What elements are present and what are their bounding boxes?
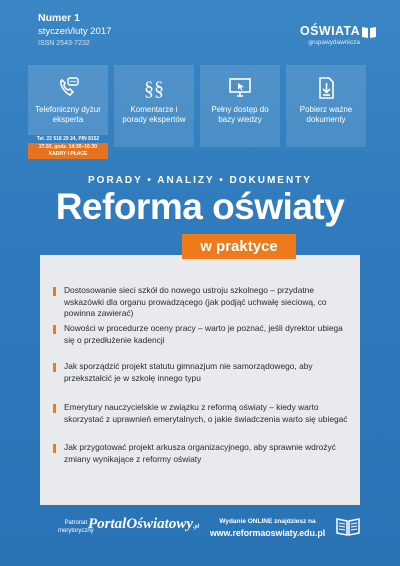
- tile-label: Komentarze i porady ekspertów: [122, 105, 186, 124]
- tile-knowledge-base[interactable]: [200, 65, 280, 147]
- tagline: PORADY • ANALIZY • DOKUMENTY: [88, 175, 312, 186]
- online-text: Wydanie ONLINE znajdziesz na: [219, 518, 316, 525]
- tile-documents[interactable]: [286, 65, 366, 147]
- patron-line-1: Patronat: [64, 520, 88, 526]
- svg-text:§§: §§: [144, 78, 164, 100]
- phone-chat-icon: [55, 75, 81, 101]
- list-item: [64, 361, 350, 384]
- publisher-logo: [300, 24, 360, 46]
- portal-logo: [88, 516, 199, 533]
- list-item: [64, 402, 350, 425]
- issn: ISSN 2543-7232: [38, 40, 90, 47]
- item-text: Nowości w procedurze oceny pracy – warto je poznać, jeśli dyrektor ubiega się o przedłużenie kadencji: [64, 323, 343, 345]
- tile-label: Telefoniczny dyżur eksperta: [35, 105, 101, 124]
- tile-comments[interactable]: [114, 65, 194, 147]
- hotline-phone: Tel. 22 518 29 24, PIN 8152: [36, 136, 100, 142]
- contents-panel: [40, 255, 360, 505]
- open-book-icon: [335, 513, 361, 539]
- bullet-bar: [53, 287, 56, 296]
- download-document-icon: [313, 75, 339, 101]
- list-item: [64, 285, 350, 320]
- subtitle-badge: w praktyce: [182, 234, 296, 259]
- issue-number: Numer 1: [38, 12, 81, 24]
- item-text: Emerytury nauczycielskie w związku z reformą oświaty – kiedy warto skorzystać z uprawnień emerytalnych, o jakie świadczenia warto się ubiegać: [64, 402, 348, 424]
- tile-hotline[interactable]: [28, 65, 108, 135]
- bullet-bar: [53, 404, 56, 413]
- bullet-bar: [53, 325, 56, 334]
- monitor-cursor-icon: [227, 75, 253, 101]
- portal-name: PortalOświatowy: [88, 516, 194, 532]
- portal-suffix: .pl: [193, 524, 200, 530]
- book-icon: [361, 24, 377, 40]
- list-item: [64, 323, 350, 346]
- publisher-name: OŚWIATA: [300, 24, 360, 38]
- hotline-topic: KADRY I PŁACE: [48, 151, 88, 157]
- bullet-bar: [53, 363, 56, 372]
- bullet-bar: [53, 444, 56, 453]
- hotline-hours: [28, 143, 108, 159]
- list-item: [64, 442, 350, 465]
- hotline-time: 27.02, godz. 14:30–16:30: [38, 144, 98, 150]
- tile-label: Pełny dostęp do bazy wiedzy: [211, 105, 269, 124]
- tile-label: Pobierz ważne dokumenty: [299, 105, 353, 124]
- item-text: Jak przygotować projekt arkusza organizacyjnego, aby sprawnie wdrożyć zmiany wynikające z reformy oświaty: [64, 442, 336, 464]
- item-text: Jak sporządzić projekt statutu gimnazjum nie samorządowego, aby przekształcić je w szkołę innego typu: [64, 361, 313, 383]
- issue-date: styczeń/luty 2017: [38, 26, 112, 37]
- online-link[interactable]: www.reformaoswiaty.edu.pl: [209, 528, 326, 538]
- publisher-group: grupawydawnicza: [308, 39, 360, 46]
- paragraph-icon: [141, 75, 167, 101]
- patron-line-2: merytoryczny: [58, 527, 94, 534]
- issue-info: [38, 12, 111, 47]
- cover-title: Reforma oświaty: [55, 186, 345, 227]
- online-info: [200, 518, 335, 538]
- item-text: Dostosowanie sieci szkół do nowego ustroju szkolnego – przydatne wskazówki dla organu prowadzącego (jak podjąć uchwałę sieciową, co powinna zawierać): [64, 285, 327, 318]
